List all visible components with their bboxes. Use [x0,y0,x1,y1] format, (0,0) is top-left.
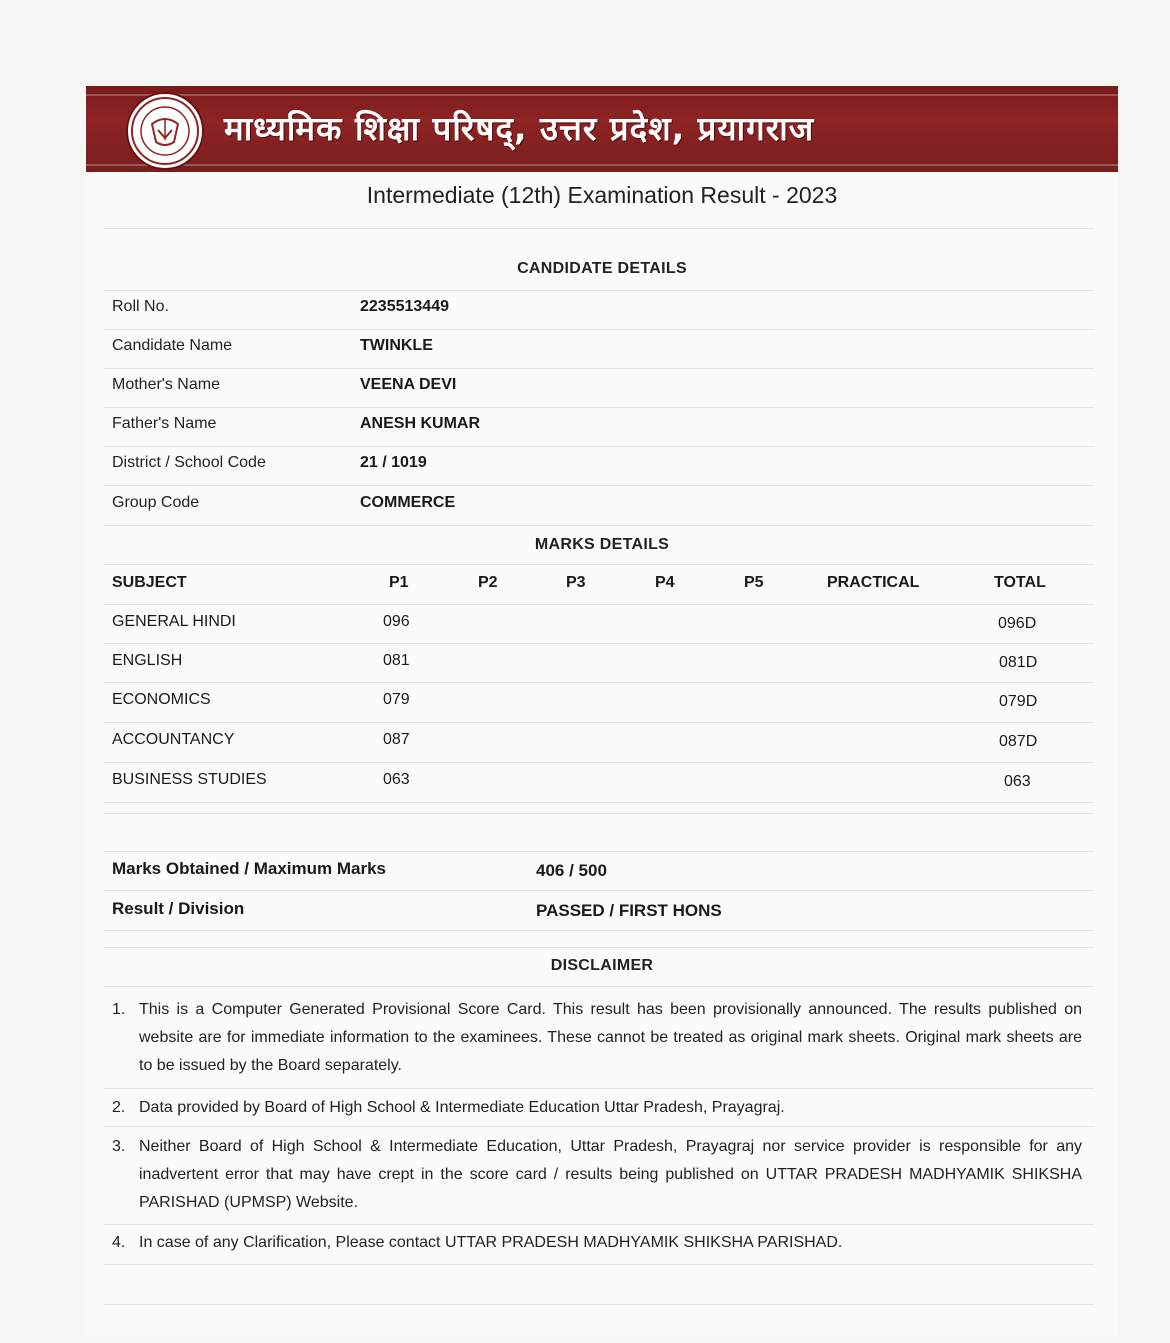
col-total: TOTAL [994,574,1046,591]
result-sheet [86,86,1118,1336]
result-division-value: PASSED / FIRST HONS [536,901,722,920]
col-p4: P4 [655,574,675,591]
disclaimer-section-title: DISCLAIMER [550,957,654,974]
p1-cell: 096 [383,613,410,630]
candidate-name-label: Candidate Name [112,337,233,354]
subject-cell: GENERAL HINDI [112,613,236,630]
col-p5: P5 [744,574,764,591]
father-name-label: Father's Name [112,415,217,432]
disclaimer-item [112,1229,1082,1257]
disclaimer-number: 3. [112,1138,126,1155]
mother-name-label: Mother's Name [112,376,220,393]
col-subject: SUBJECT [112,574,187,591]
col-p2: P2 [478,574,498,591]
p1-cell: 087 [383,731,410,748]
district-school-code-label: District / School Code [112,454,266,471]
roll-no-value: 2235513449 [360,298,449,315]
header-banner [86,86,1118,172]
total-cell: 081D [999,654,1038,671]
disclaimer-item [112,1094,1082,1122]
subject-cell: ENGLISH [112,652,183,669]
disclaimer-number: 4. [112,1234,126,1251]
p1-cell: 079 [383,691,410,708]
total-cell: 096D [998,615,1037,632]
disclaimer-item [112,996,1082,1080]
marks-section-title: MARKS DETAILS [534,536,670,553]
total-cell: 087D [999,733,1038,750]
exam-title: Intermediate (12th) Examination Result - 2023 [366,182,838,208]
candidate-name-value: TWINKLE [360,337,433,354]
subject-cell: ECONOMICS [112,691,211,708]
mother-name-value: VEENA DEVI [360,376,457,393]
marks-obtained-label: Marks Obtained / Maximum Marks [112,859,386,878]
disclaimer-item [112,1133,1082,1217]
p1-cell: 063 [383,771,410,788]
col-p3: P3 [566,574,586,591]
roll-no-label: Roll No. [112,298,169,315]
marks-obtained-value: 406 / 500 [536,861,607,880]
candidate-section-title: CANDIDATE DETAILS [517,260,687,277]
upmsp-seal-icon [126,92,204,170]
result-division-label: Result / Division [112,899,245,918]
district-school-code-value: 21 / 1019 [360,454,427,471]
subject-cell: ACCOUNTANCY [112,731,235,748]
p1-cell: 081 [383,652,410,669]
board-name: माध्यमिक शिक्षा परिषद्, उत्तर प्रदेश, प्रयागराज [224,109,815,148]
total-cell: 079D [999,693,1038,710]
col-p1: P1 [389,574,409,591]
father-name-value: ANESH KUMAR [360,415,480,432]
subject-cell: BUSINESS STUDIES [112,771,267,788]
col-practical: PRACTICAL [827,574,920,591]
disclaimer-text: In case of any Clarification, Please contact UTTAR PRADESH MADHYAMIK SHIKSHA PARISHAD. [139,1234,843,1251]
disclaimer-text: Neither Board of High School & Intermediate Education, Uttar Pradesh, Prayagraj nor service provider is responsible for any inadvertent error that may have crept in the score card / results being published on UTTAR PRADESH MADHYAMIK SHIKSHA PARISHAD (UPMSP) Website. [139,1138,1082,1211]
disclaimer-number: 1. [112,1001,126,1018]
disclaimer-number: 2. [112,1099,126,1116]
group-code-label: Group Code [112,494,200,511]
group-code-value: COMMERCE [360,494,456,511]
disclaimer-text: Data provided by Board of High School & Intermediate Education Uttar Pradesh, Prayagraj. [139,1099,785,1116]
disclaimer-text: This is a Computer Generated Provisional Score Card. This result has been provisionally announced. The results published on website are for immediate information to the examinees. These cannot be treated as original mark sheets. Original mark sheets are to be issued by the Board separately. [139,1001,1082,1074]
total-cell: 063 [1004,773,1031,790]
